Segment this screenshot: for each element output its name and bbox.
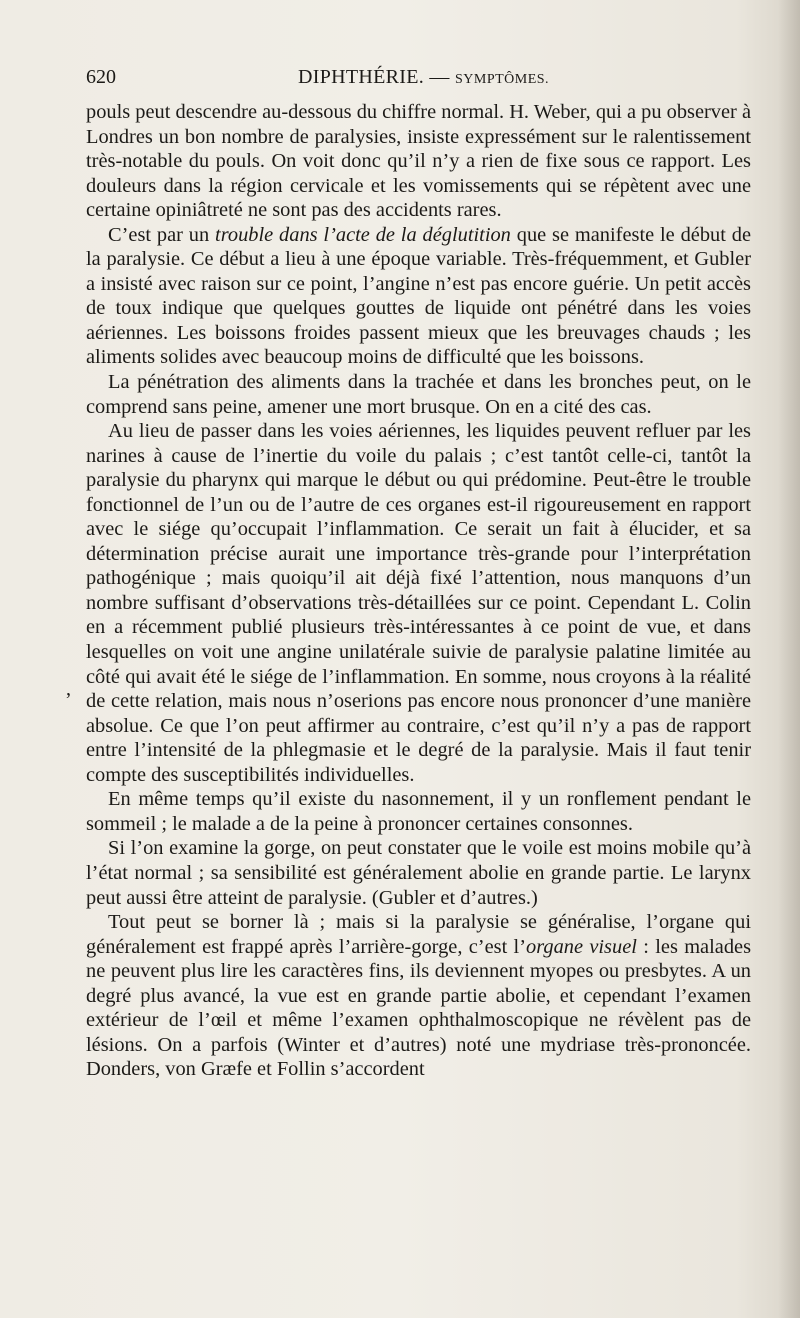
- paragraph: [86, 223, 751, 370]
- running-title-main: DIPHTHÉRIE. —: [298, 66, 455, 88]
- running-title-section: SYMPTÔMES.: [454, 72, 550, 87]
- paragraph-text: : les malades ne peuvent plus lire les caractères fins, ils deviennent myopes ou presbytes. A un degré plus avancé, la vue est en grande partie abolie, et cependant l’examen extérieur de l’œil et même l’examen ophthalmoscopique ne révèlent pas de lésions. On a parfois (Winter et d’autres) noté une mydriase très-prononcée. Donders, von Græfe et Follin s’accordent: [86, 935, 752, 1081]
- paragraph-text: La pénétration des aliments dans la trachée et dans les bronches peut, on le comprend sans peine, amener une mort brusque. On en a cité des cas.: [86, 371, 751, 418]
- paragraph-text: Au lieu de passer dans les voies aériennes, les liquides peuvent refluer par les narines à cause de l’inertie du voile du palais ; c’est tantôt celle-ci, tantôt la paralysie du pharynx qui marque le début ou qui prédomine. Peut-être le trouble fonctionnel de l’un ou de l’autre de ces organes est-il rigoureusement en rapport avec le siége qu’occupait l’inflammation. Ce serait un fait à élucider, et sa détermination précise aurait une importance très-grande pour l’interprétation pathogénique ; mais quoiqu’il ait déjà fixé l’attention, nous manquons d’un nombre suffisant d’observations très-détaillées sur ce point. Cependant L. Colin en a récemment publié plusieurs très-intéressantes à ce point de vue, et dans lesquelles on voit une angine unilatérale suivie de paralysie palatine limitée au côté qui avait été le siége de l’inflammation. En somme, nous croyons à la réalité de cette relation, mais nous n’oserions pas encore nous prononcer d’une manière absolue. Ce que l’on peut affirmer au contraire, c’est qu’il n’y a pas de rapport entre l’intensité de la phlegmasie et le degré de la paralysie. Mais il faut tenir compte des susceptibilités individuelles.: [86, 420, 751, 786]
- paragraph: [86, 100, 751, 223]
- paragraph: [86, 836, 751, 910]
- page-edge-shadow: [778, 0, 800, 1318]
- body-text: [86, 100, 751, 1082]
- italic-text: organe visuel: [526, 935, 637, 958]
- paragraph: [86, 370, 751, 419]
- paragraph: [86, 910, 751, 1082]
- paragraph-text: Si l’on examine la gorge, on peut constater que le voile est moins mobile qu’à l’état normal ; sa sensibilité est généralement abolie en grande partie. Le larynx peut aussi être atteint de paralysie. (Gubler et d’autres.): [86, 837, 751, 909]
- page-number: 620: [86, 66, 116, 88]
- paragraph-text: pouls peut descendre au-dessous du chiffre normal. H. Weber, qui a pu observer à Londres un bon nombre de paralysies, insiste expressément sur le ralentissement très-notable du pouls. On voit donc qu’il n’y a rien de fixe sous ce rapport. Les douleurs dans la région cervicale et les vomissements qui se répètent avec une certaine opiniâtreté ne sont pas des accidents rares.: [86, 101, 751, 222]
- italic-text: trouble dans l’acte de la déglutition: [215, 223, 511, 246]
- paragraph-text: C’est par un: [108, 223, 216, 246]
- paragraph: [86, 419, 751, 787]
- paragraph: [86, 787, 751, 836]
- paragraph-text: Tout peut se borner là ; mais si la paralysie se généralise, l’organe qui généralement est frappé après l’arrière-gorge, c’est l’: [86, 911, 751, 958]
- margin-mark: ,: [66, 678, 71, 700]
- running-head: [86, 66, 751, 96]
- paragraph-text: que se manifeste le début de la paralysie. Ce début a lieu à une époque variable. Très-fréquemment, et Gubler a insisté avec raison sur ce point, l’angine n’est pas encore guérie. Un petit accès de toux indique que quelques gouttes de liquide ont pénétré dans les voies aériennes. Les boissons froides passent mieux que les breuvages chauds ; les aliments solides avec beaucoup moins de difficulté que les boissons.: [86, 223, 751, 369]
- paragraph-text: En même temps qu’il existe du nasonnement, il y un ronflement pendant le sommeil ; le malade a de la peine à prononcer certaines consonnes.: [86, 788, 751, 835]
- running-title: [298, 66, 549, 89]
